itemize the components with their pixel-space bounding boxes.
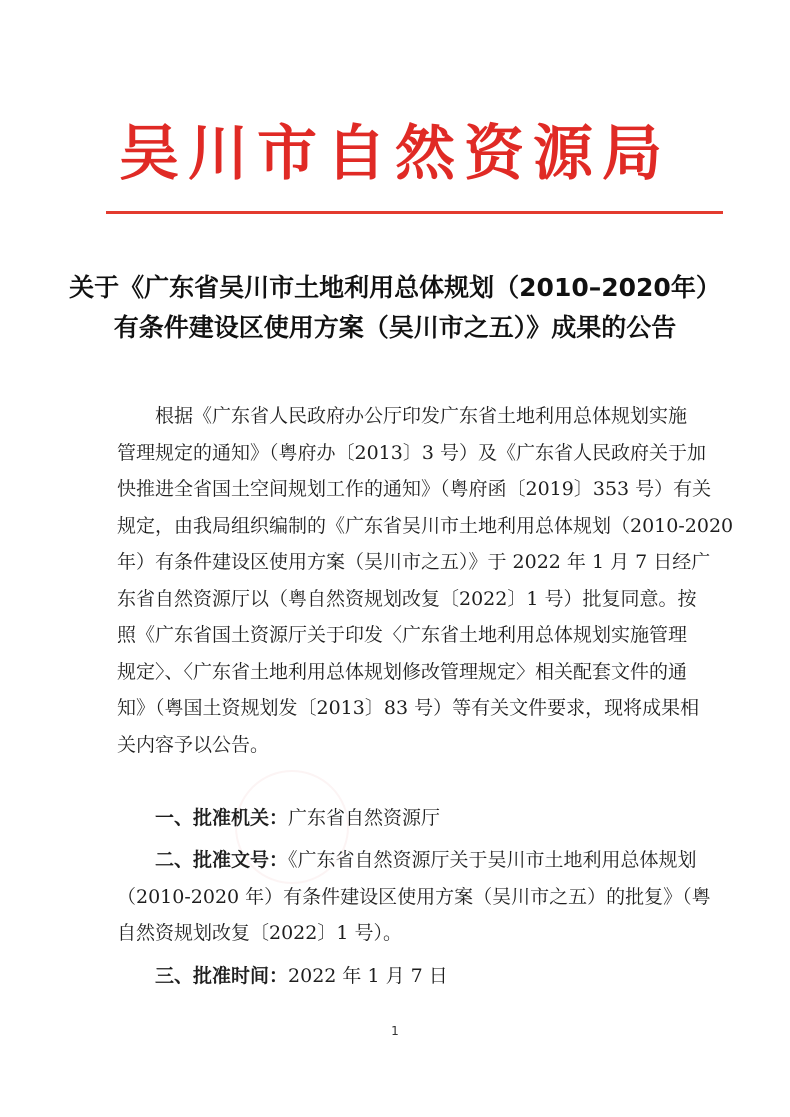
announcement-title-line-2: 有条件建设区使用方案（吴川市之五）》成果的公告	[113, 313, 677, 342]
approval-document-label: 二、批准文号：	[155, 849, 289, 871]
letterhead-red-rule	[106, 211, 723, 214]
page-number: 1	[391, 1024, 399, 1038]
announcement-title-line-1: 关于《广东省吴川市土地利用总体规划（2010–2020年）	[69, 273, 721, 302]
body-line-4: 规定，由我局组织编制的《广东省吴川市土地利用总体规划（2010-2020	[117, 514, 734, 537]
item-approval-document	[117, 842, 711, 952]
body-line-2: 管理规定的通知》（粤府办〔2013〕3 号）及《广东省人民政府关于加	[117, 441, 706, 464]
approval-document-value-1: 《广东省自然资源厅关于吴川市土地利用总体规划	[288, 849, 697, 871]
approval-time-value: 2022 年 1 月 7 日	[288, 965, 448, 987]
body-line-6: 东省自然资源厅以（粤自然资规划改复〔2022〕1 号）批复同意。按	[117, 587, 697, 610]
approval-time-label: 三、批准时间：	[155, 965, 289, 987]
approval-document-line-1	[117, 842, 697, 879]
approval-document-line-2: （2010-2020 年）有条件建设区使用方案（吴川市之五）的批复》（粤	[117, 885, 711, 908]
letterhead-title: 吴川市自然资源局	[119, 119, 671, 189]
body-line-10: 关内容予以公告。	[117, 733, 270, 756]
approval-document-line-3: 自然资规划改复〔2022〕1 号）。	[117, 922, 402, 944]
approval-authority-value: 广东省自然资源厅	[288, 807, 441, 829]
body-line-7: 照《广东省国土资源厅关于印发〈广东省土地利用总体规划实施管理	[117, 624, 688, 646]
body-paragraph	[117, 398, 734, 763]
body-line-8: 规定〉、〈广东省土地利用总体规划修改管理规定〉相关配套文件的通	[117, 660, 688, 683]
body-line-1: 根据《广东省人民政府办公厅印发广东省土地利用总体规划实施	[155, 405, 688, 427]
item-approval-time	[155, 958, 448, 995]
body-line-3: 快推进全省国土空间规划工作的通知》（粤府函〔2019〕353 号）有关	[117, 478, 712, 500]
body-line-5: 年）有条件建设区使用方案（吴川市之五）》于 2022 年 1 月 7 日经广	[117, 551, 711, 573]
body-line-9: 知》（粤国土资规划发〔2013〕83 号）等有关文件要求，现将成果相	[117, 697, 700, 719]
approval-authority-label: 一、批准机关：	[155, 807, 289, 829]
item-approval-authority	[155, 800, 440, 837]
